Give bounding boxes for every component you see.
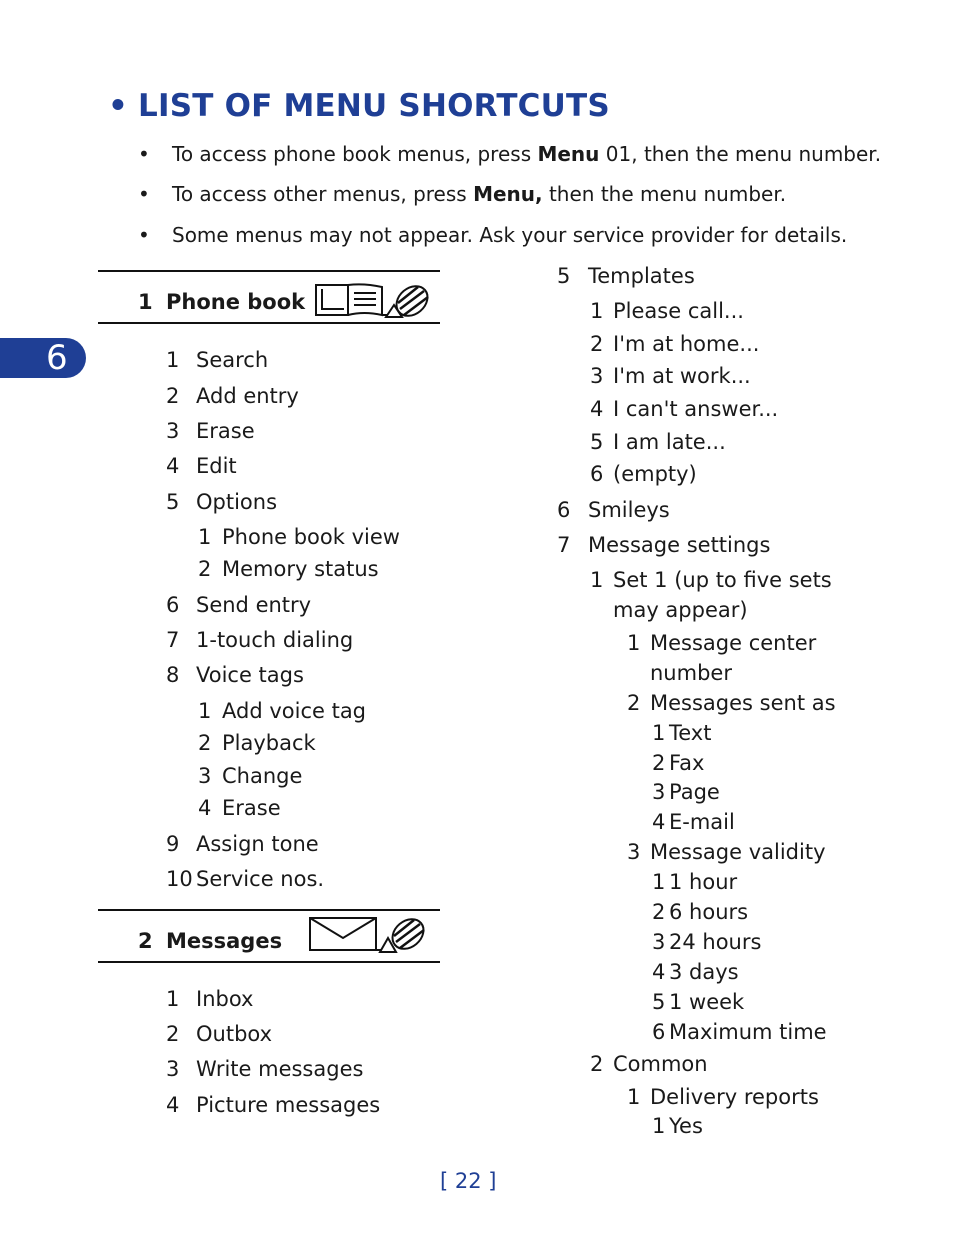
item-number: 4 [198, 796, 212, 820]
section-rule-bottom [98, 322, 440, 324]
item-label: 6 hours [669, 900, 749, 924]
list-item [198, 557, 379, 581]
list-item [652, 960, 739, 984]
item-number: 1 [627, 1085, 641, 1109]
item-label: Erase [222, 796, 281, 820]
item-number: 9 [166, 832, 180, 856]
item-number: 1 [627, 631, 641, 655]
item-number: 2 [166, 384, 180, 408]
list-item [590, 332, 759, 356]
item-label: (empty) [613, 462, 697, 486]
item-number: 3 [627, 840, 641, 864]
item-label: Add entry [196, 384, 299, 408]
bullet-keyword: Menu, [473, 182, 543, 206]
item-number: 2 [590, 332, 604, 356]
item-label: Message center [650, 631, 817, 655]
list-item [627, 840, 826, 864]
item-number: 10 [166, 867, 193, 891]
bullet-item [138, 142, 881, 166]
item-label: Erase [196, 419, 255, 443]
item-label: Playback [222, 731, 316, 755]
list-item [166, 419, 255, 443]
bullet-keyword: Menu [537, 142, 600, 166]
item-number: 1 [652, 870, 666, 894]
list-item [166, 867, 324, 891]
item-number: 5 [652, 990, 666, 1014]
item-number: 4 [652, 960, 666, 984]
item-label: E-mail [669, 810, 735, 834]
list-item [652, 810, 735, 834]
item-label: I'm at home... [613, 332, 760, 356]
list-item [166, 1057, 363, 1081]
bullet-text-end: then the menu number. [542, 182, 787, 206]
section-rule-bottom [98, 961, 440, 963]
bullet-symbol: • [138, 182, 150, 206]
list-item [652, 990, 744, 1014]
section-number: 1 [138, 290, 153, 314]
section-rule-top [98, 909, 440, 911]
section-heading-messages [138, 929, 282, 953]
item-number: 5 [557, 264, 571, 288]
page-number: [ 22 ] [440, 1169, 497, 1193]
item-label: Phone book view [222, 525, 400, 549]
bullet-item [138, 182, 786, 206]
list-item [166, 1093, 380, 1117]
item-number: 2 [652, 900, 666, 924]
item-label: 3 days [669, 960, 739, 984]
item-number: 4 [590, 397, 604, 421]
list-item [627, 691, 836, 715]
list-item [198, 796, 281, 820]
item-number: 1 [166, 348, 180, 372]
item-label: Text [669, 721, 712, 745]
list-item [590, 364, 751, 388]
list-item [166, 454, 237, 478]
bullet-text: Some menus may not appear. Ask your service provider for details. [172, 223, 848, 247]
item-number: 2 [198, 731, 212, 755]
item-label: Assign tone [196, 832, 319, 856]
item-number: 8 [166, 663, 180, 687]
list-item [652, 1114, 703, 1138]
item-label: 1 week [669, 990, 745, 1014]
list-item [590, 1052, 708, 1076]
item-number: 2 [652, 751, 666, 775]
item-label: I can't answer... [613, 397, 779, 421]
item-label: Add voice tag [222, 699, 367, 723]
item-number: 1 [652, 1114, 666, 1138]
list-item [652, 780, 720, 804]
list-item [198, 525, 400, 549]
list-item [590, 299, 744, 323]
item-label: Templates [588, 264, 695, 288]
item-number: 1 [590, 568, 604, 592]
item-label: Page [669, 780, 720, 804]
page-title [108, 88, 610, 124]
list-item [652, 1020, 827, 1044]
page-title-text: LIST OF MENU SHORTCUTS [138, 88, 610, 124]
list-item [166, 384, 299, 408]
list-item [166, 348, 268, 372]
list-item [557, 264, 695, 288]
item-label: Send entry [196, 593, 312, 617]
item-label: I am late... [613, 430, 726, 454]
list-item [590, 430, 726, 454]
bullet-text: To access phone book menus, press [172, 142, 538, 166]
list-item-continuation [613, 598, 748, 622]
item-number: 7 [166, 628, 180, 652]
list-item [198, 731, 316, 755]
item-label: Change [222, 764, 303, 788]
item-number: 4 [166, 454, 180, 478]
item-number: 7 [557, 533, 571, 557]
chapter-number: 6 [46, 338, 68, 378]
item-label: may appear) [613, 598, 748, 622]
item-number: 3 [198, 764, 212, 788]
list-item [198, 764, 302, 788]
item-label: Set 1 (up to five sets [613, 568, 832, 592]
list-item [652, 751, 704, 775]
section-label: Phone book [166, 290, 306, 314]
item-label: Outbox [196, 1022, 273, 1046]
list-item [166, 832, 319, 856]
list-item [166, 593, 311, 617]
item-number: 3 [166, 1057, 180, 1081]
item-number: 5 [590, 430, 604, 454]
list-item [590, 397, 778, 421]
item-number: 1 [198, 699, 212, 723]
item-label: Yes [669, 1114, 703, 1138]
chapter-tab [0, 338, 86, 378]
item-label: 24 hours [669, 930, 762, 954]
item-number: 6 [557, 498, 571, 522]
item-number: 3 [652, 930, 666, 954]
bullet-text-end: 01, then the menu number. [599, 142, 882, 166]
item-label: Please call... [613, 299, 744, 323]
list-item [166, 490, 277, 514]
list-item [627, 1085, 819, 1109]
list-item [166, 987, 253, 1011]
item-number: 5 [166, 490, 180, 514]
item-label: Smileys [588, 498, 670, 522]
item-label: Options [196, 490, 278, 514]
item-number: 1 [590, 299, 604, 323]
item-label: Memory status [222, 557, 379, 581]
item-label: Edit [196, 454, 237, 478]
list-item [166, 1022, 272, 1046]
item-label: Common [613, 1052, 708, 1076]
item-label: Service nos. [196, 867, 325, 891]
list-item [652, 870, 737, 894]
item-number: 4 [166, 1093, 180, 1117]
item-number: 6 [590, 462, 604, 486]
list-item [590, 462, 697, 486]
item-label: Fax [669, 751, 705, 775]
item-number: 1 [198, 525, 212, 549]
item-label: number [650, 661, 732, 685]
item-number: 3 [652, 780, 666, 804]
list-item [652, 721, 711, 745]
item-number: 6 [652, 1020, 666, 1044]
list-item [627, 631, 816, 655]
section-heading-phone-book [138, 290, 305, 314]
section-rule-top [98, 270, 440, 272]
list-item [590, 568, 832, 592]
bullet-symbol: • [138, 223, 150, 247]
item-label: Delivery reports [650, 1085, 819, 1109]
item-label: Messages sent as [650, 691, 836, 715]
bullet-text: To access other menus, press [172, 182, 474, 206]
list-item-continuation [650, 661, 732, 685]
item-label: Voice tags [196, 663, 304, 687]
item-label: Write messages [196, 1057, 364, 1081]
phone-book-icon [314, 281, 434, 321]
item-number: 2 [590, 1052, 604, 1076]
section-number: 2 [138, 929, 153, 953]
section-label: Messages [166, 929, 283, 953]
list-item [557, 533, 770, 557]
item-label: Picture messages [196, 1093, 381, 1117]
bullet-item [138, 223, 847, 247]
item-number: 2 [627, 691, 641, 715]
list-item [652, 930, 761, 954]
list-item [652, 900, 748, 924]
item-number: 6 [166, 593, 180, 617]
list-item [557, 498, 670, 522]
item-number: 1 [166, 987, 180, 1011]
item-label: Inbox [196, 987, 254, 1011]
item-number: 1 [652, 721, 666, 745]
list-item [166, 628, 353, 652]
item-number: 4 [652, 810, 666, 834]
bullet-symbol: • [138, 142, 150, 166]
list-item [198, 699, 366, 723]
item-label: Search [196, 348, 269, 372]
title-bullet: • [108, 88, 129, 124]
item-label: I'm at work... [613, 364, 751, 388]
list-item [166, 663, 304, 687]
item-label: 1 hour [669, 870, 738, 894]
item-label: 1-touch dialing [196, 628, 354, 652]
item-number: 3 [590, 364, 604, 388]
item-label: Message settings [588, 533, 771, 557]
item-label: Message validity [650, 840, 826, 864]
item-number: 2 [166, 1022, 180, 1046]
item-label: Maximum time [669, 1020, 827, 1044]
item-number: 3 [166, 419, 180, 443]
item-number: 2 [198, 557, 212, 581]
envelope-icon [308, 914, 432, 954]
